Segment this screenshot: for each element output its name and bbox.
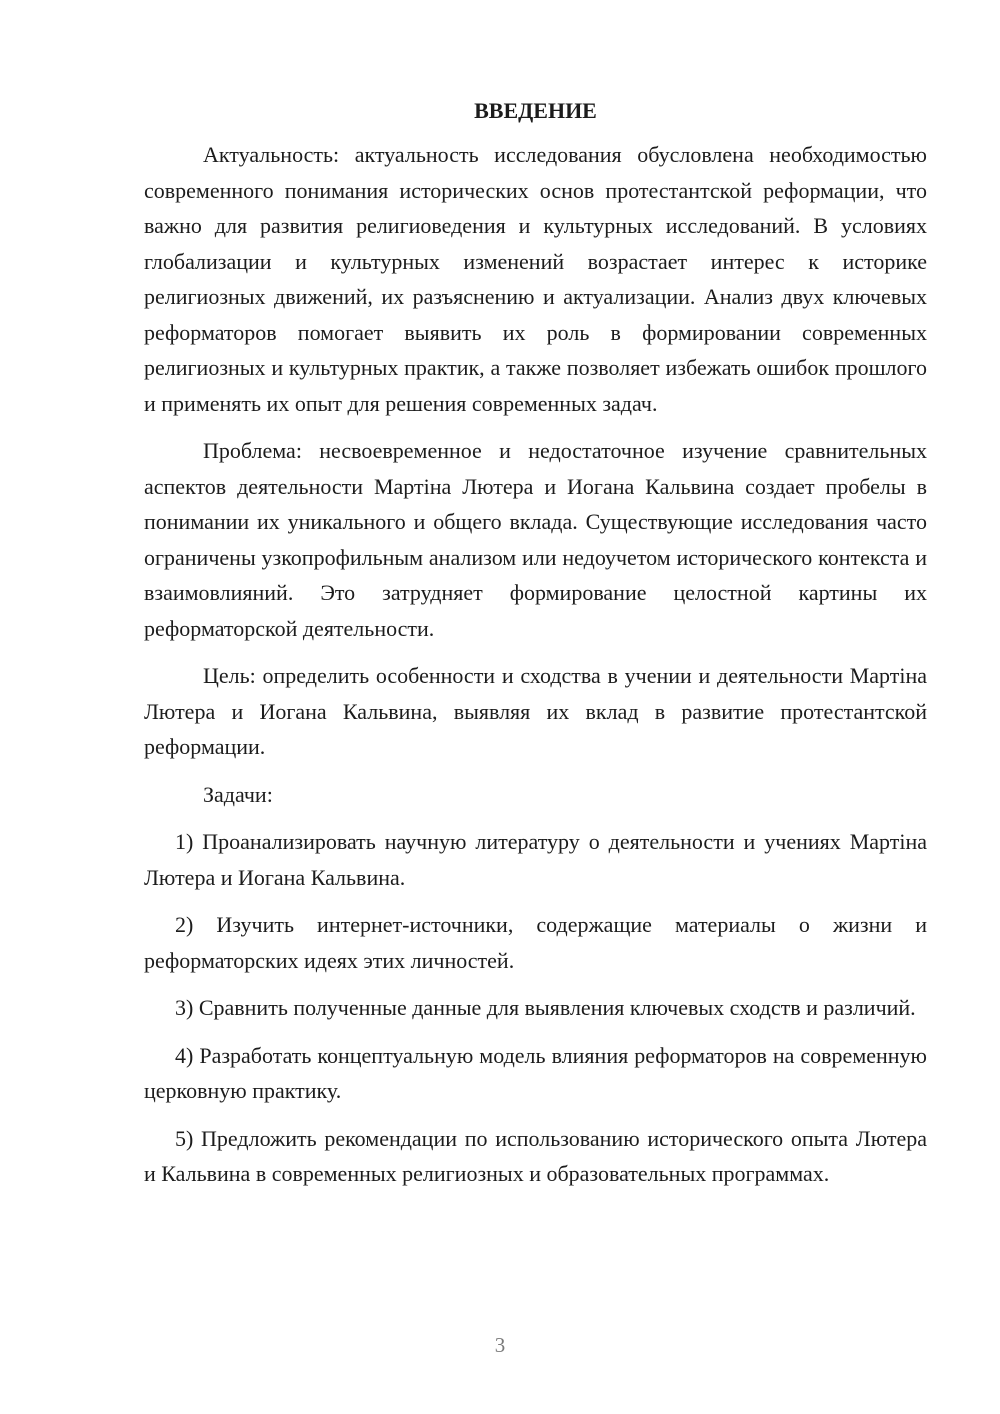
section-title: ВВЕДЕНИЕ [474,98,597,123]
task-item: 1) Проанализировать научную литературу о деятельности и учениях Мартіна Лютера и Иогана Кальвина. [144,829,927,890]
paragraph-problem: Проблема: несвоевременное и недостаточное изучение сравнительных аспектов деятельности Мартіна Лютера и Иогана Кальвина создает пробелы в понимании их уникального и общего вклада. Существующие исследования часто ограничены узкопрофильным анализом или недоучетом исторического контекста и взаимовлияний. Это затрудняет формирование целостной картины их реформаторской деятельности. [144,438,927,641]
task-item: 4) Разработать концептуальную модель влияния реформаторов на современную церковную практику. [144,1042,927,1103]
task-item: 3) Сравнить полученные данные для выявления ключевых сходств и различий. [175,995,916,1020]
paragraph-relevance: Актуальность: актуальность исследования обусловлена необходимостью современного понимания исторических основ протестантской реформации, что важно для развития религиоведения и культурных исследований. В условиях глобализации и культурных изменений возрастает интерес к историке религиозных движений, их разъяснению и актуализации. Анализ двух ключевых реформаторов помогает выявить их роль в формировании современных религиозных и культурных практик, а также позволяет избежать ошибок прошлого и применять их опыт для решения современных задач. [144,142,927,416]
tasks-heading: Задачи: [203,781,273,807]
document-body [144,96,927,1192]
paragraph-goal: Цель: определить особенности и сходства в учении и деятельности Мартіна Лютера и Иогана Кальвина, выявляя их вклад в развитие протестантской реформации. [144,663,927,759]
task-item: 5) Предложить рекомендации по использованию исторического опыта Лютера и Кальвина в современных религиозных и образовательных программах. [144,1125,927,1186]
tasks-list [144,824,927,1192]
page-number: 3 [494,1333,506,1357]
task-item: 2) Изучить интернет-источники, содержащие материалы о жизни и реформаторских идеях этих личностей. [144,912,927,973]
